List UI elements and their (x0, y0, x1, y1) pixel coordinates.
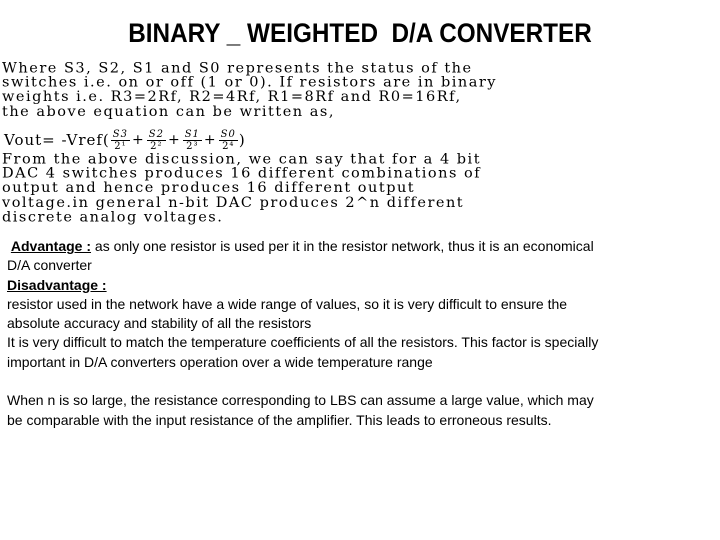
fraction-numerator: S2 (148, 128, 164, 140)
advantage-text-line2: D/A converter (7, 257, 92, 274)
equation-rhs: ) (238, 131, 246, 149)
plus-operator: + (203, 132, 217, 148)
fraction-denominator: 2⁴ (222, 140, 235, 152)
fraction-denominator: 2² (150, 140, 163, 152)
disadvantage-line: It is very difficult to match the temperature coefficients of all the resistors. This factor is specially (7, 334, 599, 351)
plus-operator: + (132, 132, 145, 148)
fraction-denominator: 2³ (186, 140, 199, 152)
paragraph-spacer (7, 372, 719, 391)
scanned-line: the above equation can be written as, (2, 104, 335, 120)
scanned-line: discrete analog voltages. (2, 209, 224, 225)
disadvantage-line: absolute accuracy and stability of all the resistors (7, 315, 312, 332)
scanned-line: voltage.in general n-bit DAC produces 2^n different (2, 195, 465, 211)
advantage-text: as only one resistor is used per it in the resistor network, thus it is an economical (91, 238, 594, 254)
equation-fraction (111, 129, 130, 152)
scanned-line: From the above discussion, we can say that for a 4 bit (2, 152, 482, 168)
equation-lhs: Vout= -Vref( (4, 131, 110, 149)
fraction-numerator: S0 (220, 128, 236, 140)
scanned-text-block-2 (2, 153, 718, 225)
disadvantage-line: resistor used in the network have a wide range of values, so it is very difficult to ensure the (7, 295, 568, 312)
scanned-line: output and hence produces 16 different output (2, 180, 416, 197)
note-line: be comparable with the input resistance of the amplifier. This leads to erroneous results. (7, 411, 552, 428)
slide-title: BINARY _ WEIGHTED D/A CONVERTER (128, 18, 592, 48)
advantage-label: Advantage : (10, 238, 92, 254)
fraction-numerator: S3 (112, 128, 128, 140)
scanned-line: switches i.e. on or off (1 or 0). If resistors are in binary (2, 75, 497, 91)
vout-equation (4, 126, 246, 154)
fraction-numerator: S1 (184, 128, 200, 140)
scanned-line: DAC 4 switches produces 16 different combinations of (2, 166, 482, 182)
note-line: When n is so large, the resistance corresponding to LBS can assume a large value, which may (7, 392, 594, 409)
scanned-line: Where S3, S2, S1 and S0 represents the status of the (2, 61, 473, 77)
plus-operator: + (167, 132, 181, 148)
scanned-line: weights i.e. R3=2Rf, R2=4Rf, R1=8Rf and R0=16Rf, (2, 89, 462, 106)
slide-body (7, 237, 719, 430)
equation-fraction (183, 129, 202, 152)
disadvantage-line: important in D/A converters operation over a wide temperature range (7, 353, 433, 370)
equation-fraction (219, 129, 238, 152)
disadvantage-label: Disadvantage : (7, 276, 107, 293)
fraction-denominator: 2¹ (114, 140, 127, 152)
advantage-paragraph (7, 237, 719, 256)
scanned-text-block-1 (2, 62, 718, 120)
disadvantage-heading (7, 276, 719, 295)
equation-fraction (147, 129, 166, 152)
